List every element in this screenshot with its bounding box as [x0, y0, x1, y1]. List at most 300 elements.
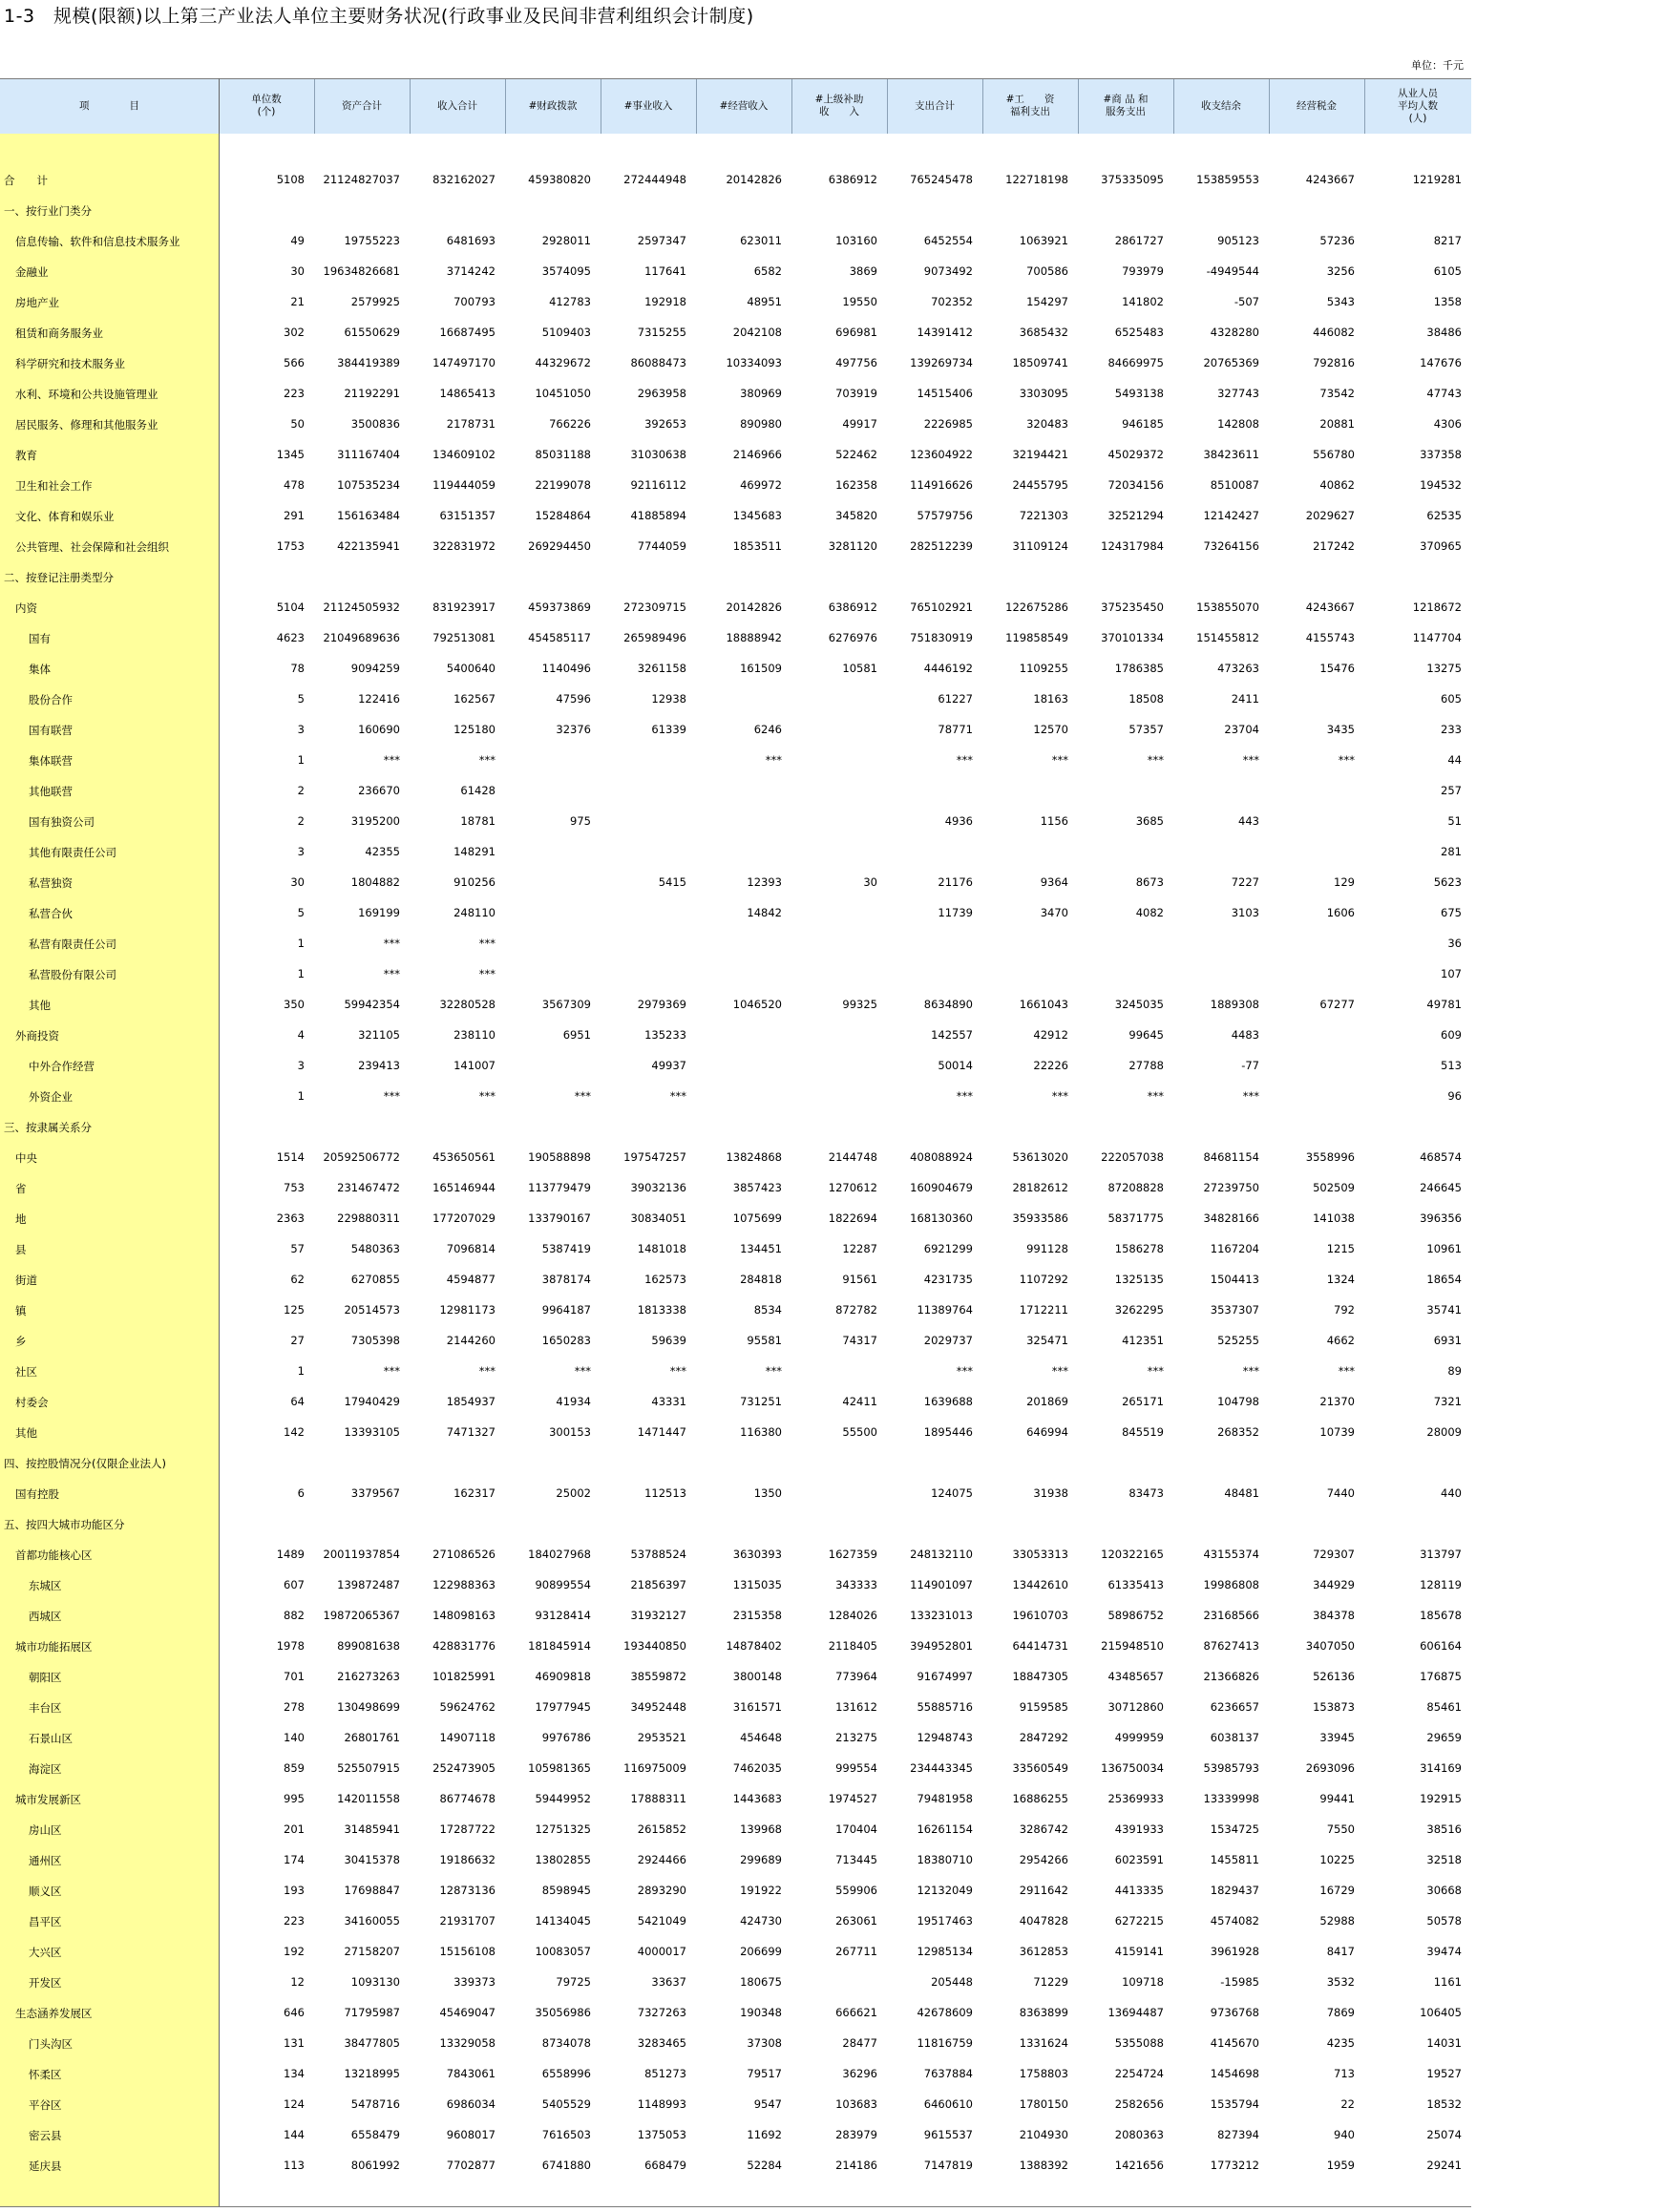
table-cell: 3283465: [637, 2036, 686, 2050]
table-cell: 4082: [1135, 906, 1164, 919]
table-cell: 1454698: [1210, 2067, 1259, 2080]
table-cell: 412783: [549, 295, 591, 308]
table-cell: 412351: [1122, 1334, 1164, 1347]
table-cell: 765102921: [910, 600, 973, 614]
row-label: 朝阳区: [29, 1671, 62, 1684]
table-cell: 7462035: [732, 1761, 782, 1775]
table-cell: 7315255: [637, 326, 686, 339]
table-cell: 49917: [842, 417, 877, 431]
table-cell: 2615852: [637, 1822, 686, 1836]
table-row: [0, 653, 1471, 684]
row-label: 丰台区: [29, 1701, 62, 1715]
row-label: 石景山区: [29, 1732, 73, 1745]
table-cell: 831923917: [432, 600, 496, 614]
header-operating-revenue: #经营收入: [719, 99, 769, 112]
table-cell: 35933586: [1012, 1211, 1068, 1225]
table-cell: 19186632: [439, 1853, 496, 1866]
table-cell: 2144260: [446, 1334, 496, 1347]
table-cell: 975: [570, 814, 591, 828]
row-label: 国有: [29, 632, 51, 645]
table-cell: ***: [1242, 753, 1259, 767]
table-cell: 263061: [835, 1914, 877, 1928]
table-cell: 59449952: [535, 1792, 591, 1805]
table-cell: 9073492: [923, 264, 973, 278]
table-cell: 2924466: [637, 1853, 686, 1866]
table-cell: 3262295: [1114, 1303, 1164, 1317]
table-cell: -15985: [1220, 1975, 1259, 1989]
row-label: 村委会: [15, 1396, 49, 1409]
header-total-expenditure: 支出合计: [915, 99, 955, 112]
table-cell: 497756: [835, 356, 877, 369]
table-cell: 14134045: [535, 1914, 591, 1928]
table-cell: 53788524: [630, 1548, 686, 1561]
table-cell: 73264156: [1203, 539, 1259, 553]
table-cell: 478: [284, 478, 305, 492]
table-cell: 320483: [1026, 417, 1068, 431]
row-label: 东城区: [29, 1579, 62, 1592]
table-cell: 15284864: [535, 509, 591, 522]
table-cell: 153873: [1313, 1700, 1355, 1714]
row-label: 内资: [15, 601, 37, 615]
table-cell: -4949544: [1206, 264, 1259, 278]
table-cell: ***: [669, 1089, 686, 1103]
table-cell: 21366826: [1203, 1670, 1259, 1683]
table-cell: ***: [956, 1089, 973, 1103]
table-cell: 142808: [1217, 417, 1259, 431]
table-cell: ***: [1051, 1364, 1068, 1378]
table-cell: 43331: [651, 1395, 686, 1408]
table-cell: 6276976: [828, 631, 877, 644]
table-row: [0, 1142, 1471, 1172]
table-cell: 25002: [556, 1486, 591, 1500]
table-cell: 12142427: [1203, 509, 1259, 522]
table-cell: 2029627: [1305, 509, 1355, 522]
table-cell: 28477: [842, 2036, 877, 2050]
table-cell: 13329058: [439, 2036, 496, 2050]
table-cell: 1140496: [541, 662, 591, 675]
table-row: [0, 714, 1471, 745]
table-cell: 34828166: [1203, 1211, 1259, 1225]
table-cell: 10961: [1426, 1242, 1462, 1255]
table-cell: 11739: [938, 906, 973, 919]
table-cell: 2954266: [1019, 1853, 1068, 1866]
table-cell: 459373869: [528, 600, 591, 614]
table-cell: 25074: [1426, 2128, 1462, 2141]
row-label: 怀柔区: [29, 2068, 62, 2081]
table-cell: 1161: [1433, 1975, 1462, 1989]
table-cell: 468574: [1420, 1150, 1462, 1164]
table-cell: 18888942: [726, 631, 782, 644]
table-cell: 104798: [1217, 1395, 1259, 1408]
table-cell: 5355088: [1114, 2036, 1164, 2050]
table-cell: 696981: [835, 326, 877, 339]
table-cell: 215948510: [1101, 1639, 1164, 1653]
table-cell: 311167404: [337, 448, 400, 461]
table-cell: 6038137: [1210, 1731, 1259, 1744]
table-cell: 128119: [1420, 1578, 1462, 1591]
table-cell: 101825991: [432, 1670, 496, 1683]
table-cell: 193440850: [623, 1639, 686, 1653]
table-row: [0, 622, 1471, 653]
table-cell: 5480363: [350, 1242, 400, 1255]
table-cell: 2953521: [637, 1731, 686, 1744]
row-label: 五、按四大城市功能区分: [4, 1518, 125, 1531]
table-cell: 19634826681: [323, 264, 400, 278]
table-cell: 142557: [931, 1028, 973, 1042]
table-cell: 3961928: [1210, 1945, 1259, 1958]
table-cell: 1109255: [1019, 662, 1068, 675]
table-row: [0, 1783, 1471, 1814]
table-row: [0, 775, 1471, 806]
table-cell: 119858549: [1005, 631, 1068, 644]
table-cell: 19872065367: [323, 1609, 400, 1622]
table-cell: 646: [284, 2006, 305, 2019]
table-cell: 1895446: [923, 1425, 973, 1439]
table-cell: 18532: [1426, 2097, 1462, 2111]
table-cell: 19527: [1426, 2067, 1462, 2080]
table-cell: 1639688: [923, 1395, 973, 1408]
table-cell: 64414731: [1012, 1639, 1068, 1653]
table-cell: ***: [478, 1364, 496, 1378]
table-cell: 148098163: [432, 1609, 496, 1622]
table-cell: 12751325: [535, 1822, 591, 1836]
table-cell: 13694487: [1107, 2006, 1164, 2019]
table-row: [0, 1722, 1471, 1753]
table-cell: 125180: [453, 723, 496, 736]
table-row: [0, 1906, 1471, 1936]
table-cell: 1: [297, 1089, 305, 1103]
table-cell: 18163: [1033, 692, 1068, 706]
table-cell: 61227: [938, 692, 973, 706]
table-cell: 1388392: [1019, 2159, 1068, 2172]
table-cell: 248110: [453, 906, 496, 919]
table-cell: 192918: [644, 295, 686, 308]
row-label: 私营有限责任公司: [29, 937, 116, 951]
table-cell: ***: [1147, 1364, 1164, 1378]
table-cell: 3103: [1231, 906, 1259, 919]
table-cell: 18380710: [917, 1853, 973, 1866]
table-cell: 322831972: [432, 539, 496, 553]
table-cell: 3286742: [1019, 1822, 1068, 1836]
table-row: [0, 867, 1471, 897]
table-cell: 16886255: [1012, 1792, 1068, 1805]
table-cell: 55885716: [917, 1700, 973, 1714]
table-cell: 3869: [849, 264, 877, 278]
table-cell: 48951: [747, 295, 782, 308]
table-cell: 47596: [556, 692, 591, 706]
table-cell: 3537307: [1210, 1303, 1259, 1317]
table-cell: 59624762: [439, 1700, 496, 1714]
table-cell: 6023591: [1114, 1853, 1164, 1866]
table-cell: 63151357: [439, 509, 496, 522]
table-cell: 22226: [1033, 1059, 1068, 1072]
table-cell: 176875: [1420, 1670, 1462, 1683]
table-cell: 265989496: [623, 631, 686, 644]
table-cell: 675: [1441, 906, 1462, 919]
header-employees: 从业人员 平均人数 (人): [1398, 87, 1438, 124]
table-cell: 4391933: [1114, 1822, 1164, 1836]
table-cell: 113: [284, 2159, 305, 2172]
table-cell: 522462: [835, 448, 877, 461]
table-cell: 91674997: [917, 1670, 973, 1683]
table-cell: 229880311: [337, 1211, 400, 1225]
table-cell: 14391412: [917, 326, 973, 339]
table-cell: 34160055: [344, 1914, 400, 1928]
table-cell: 21370: [1319, 1395, 1355, 1408]
table-cell: 12132049: [917, 1884, 973, 1897]
table-cell: 12985134: [917, 1945, 973, 1958]
table-cell: ***: [1242, 1089, 1259, 1103]
table-cell: 26801761: [344, 1731, 400, 1744]
table-cell: 90899554: [535, 1578, 591, 1591]
table-cell: 234443345: [910, 1761, 973, 1775]
table-cell: 233: [1441, 723, 1462, 736]
table-row: [0, 806, 1471, 836]
table-cell: 5108: [276, 173, 305, 186]
table-cell: 832162027: [432, 173, 496, 186]
table-cell: 1284026: [828, 1609, 877, 1622]
header-goods-services: #商 品 和 服务支出: [1103, 94, 1149, 117]
table-cell: 513: [1441, 1059, 1462, 1072]
table-cell: 1046520: [732, 998, 782, 1011]
table-row: [0, 1050, 1471, 1081]
table-cell: 766226: [549, 417, 591, 431]
table-cell: 206699: [740, 1945, 782, 1958]
header-wage-welfare: #工 资 福利支出: [1005, 94, 1055, 117]
table-cell: 3195200: [350, 814, 400, 828]
table-cell: 1712211: [1019, 1303, 1068, 1317]
table-cell: 217242: [1313, 539, 1355, 553]
table-cell: 1219281: [1412, 173, 1462, 186]
table-cell: 8217: [1433, 234, 1462, 247]
table-cell: 1959: [1326, 2159, 1355, 2172]
row-label: 卫生和社会工作: [15, 479, 93, 493]
table-cell: 5109403: [541, 326, 591, 339]
table-cell: 6481693: [446, 234, 496, 247]
table-cell: 1471447: [637, 1425, 686, 1439]
table-cell: 103683: [835, 2097, 877, 2111]
table-cell: 278: [284, 1700, 305, 1714]
table-cell: 22: [1340, 2097, 1355, 2111]
table-cell: 18847305: [1012, 1670, 1068, 1683]
table-cell: 33637: [651, 1975, 686, 1989]
row-label: 首都功能核心区: [15, 1548, 93, 1562]
table-cell: 753: [284, 1181, 305, 1194]
row-label: 城市功能拓展区: [15, 1640, 93, 1654]
table-cell: 1753: [276, 539, 305, 553]
table-cell: 2118405: [828, 1639, 877, 1653]
table-cell: 252473905: [432, 1761, 496, 1775]
table-cell: 20142826: [726, 173, 782, 186]
table-cell: 190348: [740, 2006, 782, 2019]
table-cell: 3574095: [541, 264, 591, 278]
table-cell: ***: [383, 937, 400, 950]
table-cell: 165146944: [432, 1181, 496, 1194]
table-cell: 370101334: [1101, 631, 1164, 644]
table-cell: 37308: [747, 2036, 782, 2050]
table-cell: 73542: [1319, 387, 1355, 400]
table-cell: 17940429: [344, 1395, 400, 1408]
table-cell: 12948743: [917, 1731, 973, 1744]
table-cell: 268352: [1217, 1425, 1259, 1439]
table-cell: 526136: [1313, 1670, 1355, 1683]
table-cell: 47743: [1426, 387, 1462, 400]
table-cell: 74317: [842, 1334, 877, 1347]
table-cell: 156163484: [337, 509, 400, 522]
row-label: 省: [15, 1182, 27, 1195]
table-cell: 71229: [1033, 1975, 1068, 1989]
table-cell: 28009: [1426, 1425, 1462, 1439]
table-cell: 19550: [842, 295, 877, 308]
table-cell: 122675286: [1005, 600, 1068, 614]
table-cell: 18508: [1128, 692, 1164, 706]
table-cell: 999554: [835, 1761, 877, 1775]
table-cell: 1375053: [637, 2128, 686, 2141]
table-cell: 79481958: [917, 1792, 973, 1805]
table-cell: 13393105: [344, 1425, 400, 1439]
table-cell: 122988363: [432, 1578, 496, 1591]
table-cell: 1325135: [1114, 1273, 1164, 1286]
table-cell: 14842: [747, 906, 782, 919]
row-label: 私营独资: [29, 876, 73, 890]
table-cell: ***: [956, 753, 973, 767]
table-cell: ***: [1051, 1089, 1068, 1103]
table-cell: 559906: [835, 1884, 877, 1897]
table-cell: 7471327: [446, 1425, 496, 1439]
table-cell: 8510087: [1210, 478, 1259, 492]
row-label: 昌平区: [29, 1915, 62, 1928]
table-cell: 3470: [1040, 906, 1068, 919]
table-bottom-rule: [0, 2206, 1471, 2207]
table-cell: 701: [284, 1670, 305, 1683]
table-cell: 3161571: [732, 1700, 782, 1714]
table-row: [0, 1447, 1471, 1478]
table-cell: 9547: [753, 2097, 782, 2111]
row-label: 房山区: [29, 1823, 62, 1837]
header-fiscal-appropriation: #财政拨款: [528, 99, 578, 112]
table-cell: 3857423: [732, 1181, 782, 1194]
table-cell: 216273263: [337, 1670, 400, 1683]
table-cell: 300153: [549, 1425, 591, 1439]
table-cell: 890980: [740, 417, 782, 431]
table-cell: 53985793: [1203, 1761, 1259, 1775]
table-cell: ***: [1147, 753, 1164, 767]
table-cell: 6741880: [541, 2159, 591, 2172]
table-cell: 43155374: [1203, 1548, 1259, 1561]
table-cell: 7637884: [923, 2067, 973, 2080]
table-cell: 14907118: [439, 1731, 496, 1744]
table-cell: 11816759: [917, 2036, 973, 2050]
table-cell: 2042108: [732, 326, 782, 339]
table-cell: 34952448: [630, 1700, 686, 1714]
table-row: [0, 1692, 1471, 1722]
table-cell: 112513: [644, 1486, 686, 1500]
table-cell: 5415: [658, 875, 686, 889]
table-cell: 162358: [835, 478, 877, 492]
table-cell: 41934: [556, 1395, 591, 1408]
table-row: [0, 1631, 1471, 1661]
table-cell: 2928011: [541, 234, 591, 247]
table-cell: 19986808: [1203, 1578, 1259, 1591]
table-cell: 8534: [753, 1303, 782, 1317]
table-cell: 3407050: [1305, 1639, 1355, 1653]
table-cell: ***: [574, 1364, 591, 1378]
table-cell: 7147819: [923, 2159, 973, 2172]
table-cell: 197547257: [623, 1150, 686, 1164]
table-cell: 42678609: [917, 2006, 973, 2019]
table-cell: 105981365: [528, 1761, 591, 1775]
table-cell: 2861727: [1114, 234, 1164, 247]
table-cell: 1504413: [1210, 1273, 1259, 1286]
table-cell: 314169: [1420, 1761, 1462, 1775]
table-cell: 35056986: [535, 2006, 591, 2019]
table-cell: 32521294: [1107, 509, 1164, 522]
table-cell: 3532: [1326, 1975, 1355, 1989]
table-cell: 1167204: [1210, 1242, 1259, 1255]
table-cell: 3630393: [732, 1548, 782, 1561]
table-cell: 4306: [1433, 417, 1462, 431]
table-cell: 14878402: [726, 1639, 782, 1653]
table-cell: 20011937854: [323, 1548, 400, 1561]
row-label: 海淀区: [29, 1762, 62, 1776]
table-cell: 27239750: [1203, 1181, 1259, 1194]
table-cell: 343333: [835, 1578, 877, 1591]
row-label: 国有控股: [15, 1487, 59, 1501]
table-cell: 3: [297, 723, 305, 736]
table-row: [0, 1600, 1471, 1631]
table-row: [0, 1325, 1471, 1356]
row-label: 其他: [29, 999, 51, 1012]
table-cell: 16261154: [917, 1822, 973, 1836]
table-cell: 995: [284, 1792, 305, 1805]
table-cell: 271086526: [432, 1548, 496, 1561]
table-cell: 31485941: [344, 1822, 400, 1836]
table-cell: 394952801: [910, 1639, 973, 1653]
table-cell: 15156108: [439, 1945, 496, 1958]
row-label: 国有联营: [29, 724, 73, 737]
table-cell: 20592506772: [323, 1150, 400, 1164]
table-cell: 248132110: [910, 1548, 973, 1561]
table-cell: 422135941: [337, 539, 400, 553]
table-row: [0, 348, 1471, 378]
table-cell: 339373: [453, 1975, 496, 1989]
table-cell: 62535: [1426, 509, 1462, 522]
row-label: 国有独资公司: [29, 815, 95, 829]
row-label: 大兴区: [29, 1946, 62, 1959]
table-cell: 668479: [644, 2159, 686, 2172]
table-cell: 793979: [1122, 264, 1164, 278]
table-cell: 5: [297, 906, 305, 919]
table-cell: 38559872: [630, 1670, 686, 1683]
table-cell: 6931: [1433, 1334, 1462, 1347]
table-cell: 33053313: [1012, 1548, 1068, 1561]
table-cell: 72034156: [1107, 478, 1164, 492]
table-cell: 180675: [740, 1975, 782, 1989]
table-cell: 4936: [944, 814, 973, 828]
table-cell: 36: [1447, 937, 1462, 950]
row-label: 文化、体育和娱乐业: [15, 510, 115, 523]
table-cell: 6: [297, 1486, 305, 1500]
table-cell: 17287722: [439, 1822, 496, 1836]
table-cell: 1: [297, 753, 305, 767]
table-cell: 1481018: [637, 1242, 686, 1255]
table-cell: 134609102: [432, 448, 496, 461]
table-cell: 700793: [453, 295, 496, 308]
table-cell: 731251: [740, 1395, 782, 1408]
table-cell: 1075699: [732, 1211, 782, 1225]
table-cell: -77: [1241, 1059, 1259, 1072]
row-label: 其他: [15, 1426, 37, 1440]
